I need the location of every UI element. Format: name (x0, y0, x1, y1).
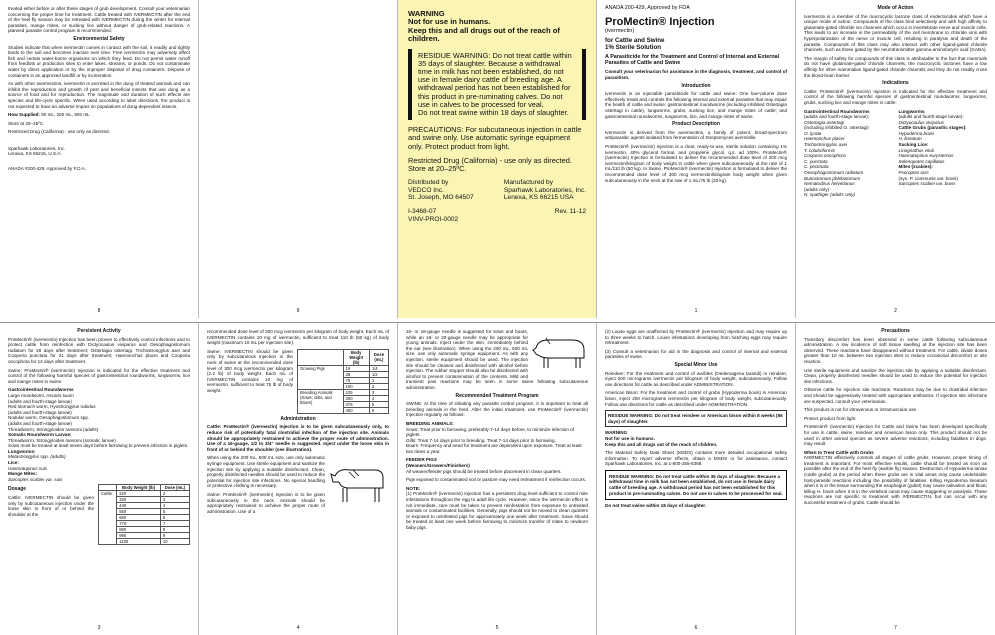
parasite-columns (804, 109, 987, 199)
page-number: 5 (495, 625, 499, 632)
reindeer-residue-warning: RESIDUE WARNING: Do not treat reindeer or American bison within 8 weeks (56 days) of slaughter. (605, 410, 787, 427)
grub-text: IVERMECTIN effectively controls all stages of cattle grubs. However, proper timing of treatment is important. For most effective results, cattle should be treated as soon as possible after the end of the heel fly (warble fly) season. Destruction of Hypoderma larvae (cattle grubs) at the period when these grubs are in vital areas may cause undesirable host-parasite reactions including the possibility of fatalities. Killing Hypoderma lineatum when it is in the tissue surrounding the esophagus (gullet) may cause salivation and bloat; killing H. bovis when it is in the vertebral canal may cause staggering or paralysis. These reactions are not specific to treatment with IVERMECTIN, but can occur with any successful treatment of grubs. Cattle should be (804, 455, 987, 506)
warning-title: WARNING (408, 9, 445, 18)
treatment-program-text: SWINE: At the time of initiating any parasite control program, it is important to treat all breeding animals in the herd. After the initial treatment, use ProMectin® (ivermectin) Injection regularly as follows: (406, 401, 588, 418)
restricted-text: Restricted Drug (California) - use only as directed. (8, 129, 110, 135)
parasite-list-left: Gastrointestinal Roundworms (adults and fourth-stage larvae): Ostertagia ostertagi (including inhibited O. ostertagi) O. lyrata Haemonchus placei Trichostrongylus axei T. colubriformis Cooperia oncophora C. punctata C. pectinata Oesophagostomum radiatum Bunostomum phlebotomum Nematodirus helvetianus (adults only) N. spathiger (adults only) (804, 108, 870, 198)
product-description-1: Ivermectin is derived from the avermectins, a family of potent, broad-spectrum antiparasitic agents isolated from fermentation of Streptomyces avermitilis. (605, 129, 787, 141)
feeder-pigs-heading: FEEDER PIGS (406, 457, 437, 463)
indications-heading: Indications (882, 80, 909, 87)
bison-text: American Bison: For the treatment and control of grubs (Hypoderma bovis) in American bison, inject 200 micrograms ivermectin per kilogram of body weight, subcutaneously. Follow use directions for cattle as described under ADMINISTRATION. (605, 390, 787, 407)
administration-text-1: Cattle: ProMectin® (ivermectin) Injection is to be given subcutaneously only, to reduce risk of potentially fatal clostridial infection of the injection site. Animals should be appropriately restrained to achieve the proper route of administration. Use of a 16-gauge, 1/2 to 3/4" needle is suggested. Inject under the loose skin in front of or behind the shoulder (see illustration). (207, 424, 389, 452)
reindeer-text: Reindeer: For the treatment and control of warbles (Oedemagena tarandi) in reindeer, inject 200 micrograms ivermectin per kilogram of body weight, subcutaneously. Follow use directions for cattle as described under ADMINISTRATION. (605, 370, 787, 387)
precautions-text-4: This product is not for intravenous or intramuscular use. (804, 407, 918, 413)
note-text: (1) ProMectin® (ivermectin) Injection has a persistent drug level sufficient to control mite infestations throughout the egg to adult life cycle. However, since the ivermectin effect is not immediate, care must be taken to prevent reinfestation from exposure to untreated animals or contaminated facilities. Generally, pigs should not be moved to clean quarters or exposed to uninfested pigs for approximately one week after treatment. Sows should be treated at least one week before farrowing to minimize transfer of mites to newborn baby pigs. (406, 491, 588, 530)
introduction-heading: Introduction (681, 82, 711, 89)
mode-of-action-heading: Mode of Action (877, 5, 914, 11)
anada-text: ANADA 200-429, Approved by FDA (605, 5, 690, 11)
revision: Rev. 11-12 (554, 208, 586, 216)
brand-title: ProMectin® Injection (605, 15, 715, 28)
administration-text-2: When using the 200 mL, 500 mL size, use only automatic syringe equipment. Use sterile equipment and sanitize the injection site by applying a suitable disinfectant. Clean, properly disinfected needles should be used to reduce the potential for injection site infections. No special handling or protective clothing is necessary. (207, 455, 325, 489)
product-description-line: A Parasiticide for the Treatment and Control of Internal and External Parasites of Cattle and Swine (605, 54, 780, 67)
warning-heading: WARNING (605, 430, 628, 436)
warning-children: Keep this and all drugs out of the reach of children. (408, 25, 560, 44)
code-1: I-3468-07 (408, 208, 437, 216)
panel-9 (199, 0, 398, 318)
residue-warning-box (408, 49, 586, 121)
species-line: for Cattle and Swine (605, 37, 665, 44)
page-number: 1 (694, 308, 698, 315)
product-description-2: ProMectin® (ivermectin) Injection is a clear, ready-to-use, sterile solution containing 1% ivermectin, 40% glycerol formal, and propylene glycol, q.s. ad 100%. ProMectin® (ivermectin) Injection is formulated to deliver the recommended dose level of 200 mcg ivermectin/kilogram of body weight in cattle when given subcutaneously at the rate of 1 mL/110 lb (50 kg). In Swine, ProMectin® (ivermectin) Injection is formulated to deliver the recommended dose level of 300 mcg ivermectin/kilogram body weight when given subcutaneously in the neck at the rate of 1 mL/75 lb (33 kg). (605, 143, 787, 183)
distributor-block: Distributed by VEDCO Inc. St. Joseph, MO 64507 (408, 179, 474, 202)
msds-text: The Material Safety Data Sheet (MSDS) contains more detailed occupational safety information. To report adverse effects, obtain a MSDS or for assistance, contact Sparhawk Laboratories, Inc. at 1-800-255-6368. (605, 450, 787, 467)
pig-injection-illustration (532, 332, 588, 372)
label-bottom-row (0, 322, 995, 635)
restricted-text: Restricted Drug (California) - use only as directed. Store at 20–25ºC. (408, 155, 572, 174)
env-paragraph-2: As with other avermectins, ivermectin is excreted in the dung of treated animals and can inhibit the reproduction and growth of pest and beneficial insects that use dung as a source of food and for reproduction. The magnitude and duration of such effects are species and life-cycle specific. When used according to label directions, the product is not expected to have an adverse impact on populations of dung-dependent insects. (8, 81, 190, 109)
swine-dose-area (207, 349, 389, 414)
swine-parasite-list: Gastrointestinal Roundworms Large roundworm, Ascaris suum (adults and fourth-stage larvae) Red stomach worm, Hyostrongylus rubidus (adults and fourth-stage larvae) Nodular worm, Oesophagostomum spp. (adults and fourth-stage larvae) Threadworm, Strongyloides ransomi (adults) Somatic Roundworm Larvae: Threadworm, Strongyloides ransomi (somatic larvae) Sows must be treated at least seven days before farrowing to prevent infection in piglets. Lungworms: Metastrongylus spp. (adults) Lice: Haematopinus suis Mange Mites: Sarcoptes scabiei var. suis (8, 387, 189, 482)
sterile-line: 1% Sterile Solution (605, 44, 662, 51)
panel-7 (796, 323, 995, 635)
swine-indications-text: Swine: ProMectin® (ivermectin) Injection is indicated for the effective treatment and control of the following harmful species of gastrointestinal roundworms, lungworms, lice and mange mites in swine. (8, 367, 190, 384)
consult-text: Consult your veterinarian for assistance in the diagnosis, treatment, and control of parasitism. (605, 69, 787, 80)
indications-text: Cattle: ProMectin® (ivermectin) Injection is indicated for the effective treatment and control of the following harmful species of gastrointestinal roundworms, lungworms, grubs, sucking lice and mange mites in cattle: (804, 88, 987, 105)
swine-residue-text: Do not treat swine within 18 days of slaughter. (605, 503, 707, 509)
moa-text-2: The margin of safety for compounds of this class is attributable to the fact that mammals do not have glutamate-gated chloride channels, the macrocyclic lactones have a low affinity for other mammalian ligand-gated chloride channels and they do not readily cross the blood-brain barrier. (804, 55, 987, 78)
sows-text: Sows: Treat prior to farrowing, preferably 7-14 days before, to minimize infection of piglets. (406, 426, 575, 438)
manufacturer-name: Sparhawk Laboratories, Inc. (8, 145, 66, 151)
panel-8 (0, 0, 199, 318)
reinfection-text: Pigs exposed to contaminated soil or pasture may need retreatment if reinfection occurs. (406, 477, 587, 483)
manufacturer-city: Lenexa, KS 66215, U.S.A. (8, 151, 62, 157)
precautions-text-1: Transitory discomfort has been observed in some cattle following subcutaneous administration. A low incidence of soft tissue swelling at the injection site has been observed. These reactions have disappeared without treatment. For cattle, divide doses greater than 10 mL between two injection sites to reduce occasional discomfort or site reaction. (804, 336, 987, 364)
dosage-text: Cattle: IVERMECTIN should be given only by subcutaneous injection under the loose skin in front of or behind the shoulder at the (8, 495, 94, 517)
precautions-text: PRECAUTIONS: For subcutaneous injection in cattle and swine only. Use automatic syringe equipment only. Protect product from light. (408, 125, 582, 151)
parasite-list-right: Lungworms (adults and fourth-stage larvae): Dictyocaulus viviparus Cattle Grubs (parasitic stages): Hypoderma bovis H. lineatum Sucking Lice: Linognathus vituli Haematopinus eurysternus Solenopotes capillatus Mites (scabies): Psoroptes ovis (syn. P. communis var. bovis) Sarcoptes scabiei var. bovis (898, 108, 967, 187)
dose-continued-text: recommended dose level of 200 mcg ivermectin per kilogram of body weight. Each mL of IVERMECTIN contains 10 mg of ivermectin, sufficient to treat 110 lb (50 kg) of body weight (maximum 10 mL per injection site). (207, 329, 389, 346)
treatment-program-heading: Recommended Treatment Program (455, 392, 539, 399)
grub-continued-text: treated either before or after these stages of grub development. Consult your veterinarian concerning the proper time for treatment. Cattle treated with IVERMECTIN after the end of the heel fly season may be retreated with IVERMECTIN during the winter for internal parasites, mange mites, or sucking lice without danger of grub-related reactions. A planned parasite control program is recommended. (8, 6, 190, 34)
dosage-heading: Dosage (8, 486, 27, 493)
page-number: 2 (894, 308, 897, 315)
feeder-pigs-text: All weaner/feeder pigs should be treated before placement in clean quarters. (406, 468, 562, 474)
panel-4 (199, 323, 398, 635)
louse-eggs-text: (2) Louse eggs are unaffected by ProMectin® (ivermectin) Injection and may require up to three weeks to hatch. Louse infestations developing from hatching eggs may require retreatment. (605, 329, 787, 346)
cattle-dose-table: Body Weight (lb) Dose (mL) Cattle 220 2 330 3 440 4 550 5 660 6 770 7 880 8 990 9 1100 10 (98, 484, 190, 545)
manufacturer-block: Manufactured by Sparhawk Laboratories, Inc. Lenexa, KS 66215 USA (503, 179, 586, 202)
dosage-area (8, 484, 190, 545)
panel-6 (597, 323, 796, 635)
warning-humans: Not for use in humans. (605, 435, 655, 441)
warning-panel (398, 0, 597, 318)
product-description-heading: Product Description (672, 121, 720, 128)
administration-text-3: Swine: ProMectin® (ivermectin) Injection is to be given subcutaneously in the neck. Animals should be appropriately restrained to achieve the proper route of administration. Use of a (207, 491, 325, 514)
env-paragraph-1: Studies indicate that when ivermectin comes in contact with the soil, it readily and tightly binds to the soil and becomes inactive over time. Free ivermectin may adversely affect fish and certain water-borne organisms on which they feed. Do not permit water runoff from feedlots or production sites to enter lakes, streams, or ponds. Do not contaminate water by direct application or by the improper disposal of drug containers. Dispose of containers in an approved landfill or by incineration. (8, 44, 190, 78)
warning-humans: Not for use in humans. (408, 17, 491, 27)
anada-text: ANADA #200-429, Approved by F.D.A. (8, 166, 87, 172)
moa-text-1: Ivermectin is a member of the macrocyclic lactone class of endectocides which have a unique mode of action. Compounds of the class bind selectively and with high affinity to glutamate-gated chloride ion channels which occur in invertebrate nerve and muscle cells. This leads to an increase in the permeability of the cell membrane to chloride ions with hyperpolarization of the nerve or muscle cell, resulting in paralysis and death of the parasite. Compounds of this class may also interact with other ligand-gated chloride channels, such as those gated by the neurotransmitter gamma-aminobutyric acid (GABA). (804, 13, 987, 53)
needle-text: 16- or 18-gauge needle is suggested for sows and boars, while an 18- or 20-gauge needle may be appropriate for young animals. Inject under the skin, immediately behind the ear (see illustration). When using the 200 mL, 500 mL size, use only automatic syringe equipment. As with any injection, sterile equipment should be used. The injection site should be cleaned and disinfected with alcohol before injection. The rubber stopper should also be disinfected with alcohol to prevent contamination of the contents. Mild and transient pain reactions may be seen in some swine following subcutaneous administration. (406, 329, 588, 390)
swine-dose-text: Swine: IVERMECTIN should be given only by subcutaneous injection in the neck of swine at the recommended dose level of 300 mcg ivermectin per kilogram (2.2 lb) of body weight. Each mL of IVERMECTIN contains 10 mg of ivermectin, sufficient to treat 75 lb of body weight. (207, 348, 293, 393)
persistent-activity-heading: Persistent Activity (77, 328, 121, 334)
precautions-text-3: Observe cattle for injection site reactions. Reactions may be due to clostridial infection and should be aggressively treated with appropriate antibiotics. If injection site infections are suspected, consult your veterinarian. (804, 387, 987, 404)
page-number: 8 (97, 308, 101, 315)
panel-2 (796, 0, 995, 318)
grub-heading: When to Treat Cattle with Grubs (804, 449, 874, 455)
panel-3 (0, 323, 199, 635)
panel-1 (597, 0, 796, 318)
boars-text: Boars: Frequency and need for treatment are dependent upon exposure. Treat at least two times a year. (406, 443, 582, 454)
precautions-text-6: ProMectin® (ivermectin) Injection for Cattle and Swine has been developed specifically for use in cattle, swine, reindeer and American bison only. This product should not be used in other animal species as severe adverse reactions, including fatalities in dogs, may result. (804, 424, 987, 447)
note-heading: NOTE: (406, 485, 421, 491)
introduction-text: Ivermectin is an injectable parasiticide for cattle and swine. One low-volume dose effectively treats and controls the following internal and external parasites that may impair the health of cattle and swine: gastrointestinal roundworms (including inhibited Ostertagia ostertagi in cattle), lungworms, grubs, sucking lice, and mange mites of cattle; and gastrointestinal roundworms, lungworms, lice, and mange mites of swine. (605, 91, 787, 119)
residue-warning-text: RESIDUE WARNING: Do not treat cattle within 35 days of slaughter. Because a withdrawal time in milk has not been established, do not use in female dairy cattle of breeding age. A withdrawal period has not been established for this product in pre-ruminating calves. Do not use in calves to be processed for veal. (418, 50, 572, 109)
page-number: 3 (97, 625, 101, 632)
persistent-activity-text: ProMectin® (ivermectin) Injection has been proven to effectively control infections and to protect cattle from reinfection with Dictyocaulus viviparus and Oesophagostomum radiatum for 28 days after treatment; Ostertagia ostertagi, Trichostrongylus axei and Cooperia punctata for 21 days after treatment; Haemonchus placei and Cooperia oncophora for 14 days after treatment. (8, 336, 190, 364)
residue-swine-text: Do not treat swine within 18 days of slaughter. (418, 108, 569, 118)
storage-text: Store at 20–25ºC. (8, 120, 45, 126)
page-number: 6 (694, 625, 698, 632)
page-number: 9 (296, 308, 300, 315)
warning-block (408, 10, 586, 44)
page-number: 7 (894, 625, 897, 632)
administration-heading: Administration (280, 415, 316, 422)
precautions-heading: Precautions (881, 328, 910, 334)
how-supplied: How Supplied: 50 mL, 200 mL, 500 mL (8, 112, 90, 118)
precautions-text-5: Protect product from light. (804, 415, 857, 421)
gilts-text: Gilts: Treat 7-14 days prior to breeding. Treat 7-14 days prior to farrowing. (406, 437, 556, 443)
environmental-safety-heading: Environmental Safety (73, 35, 125, 42)
consult-vet-text: (3) Consult a veterinarian for aid in the diagnosis and control of internal and external parasites of swine. (605, 348, 787, 360)
generic-name: (ivermectin) (605, 27, 635, 34)
special-minor-use-heading: Special Minor Use (674, 361, 718, 368)
label-codes (408, 208, 586, 223)
panel-5 (398, 323, 597, 635)
cattle-residue-warning: RESIDUE WARNING: Do not treat cattle within 35 days of slaughter. Because a withdrawal time in milk has not been established, do not use in female dairy cattle of breeding age. A withdrawal period has not been established for this product in pre-ruminating calves. Do not use in calves to be processed for veal. (605, 470, 787, 500)
distributor-manufacturer (408, 179, 586, 202)
code-2: VINV-PROI-0002 (408, 215, 459, 223)
feeder-pigs-subheading: (Weaners/Growers/Finishers) (406, 463, 470, 469)
page-number: 4 (296, 625, 300, 632)
cattle-injection-illustration (329, 458, 389, 506)
swine-dose-table: Body Weight (lb) Dose (mL) Growing Pigs 19 1/4 38 1/2 75 1 150 2 Breeding Animals (Sows, Gilts, and Boars) 225 3 300 4 375 5 450 6 (297, 349, 389, 414)
precautions-text-2: Use sterile equipment and sanitize the injection site by applying a suitable disinfectant. Clean, properly disinfected needles should be used to reduce the potential for injection site infections. (804, 367, 987, 384)
breeding-animals-heading: BREEDING ANIMALS: (406, 420, 454, 426)
warning-children: Keep this and all drugs out of the reach of children. (605, 441, 718, 447)
